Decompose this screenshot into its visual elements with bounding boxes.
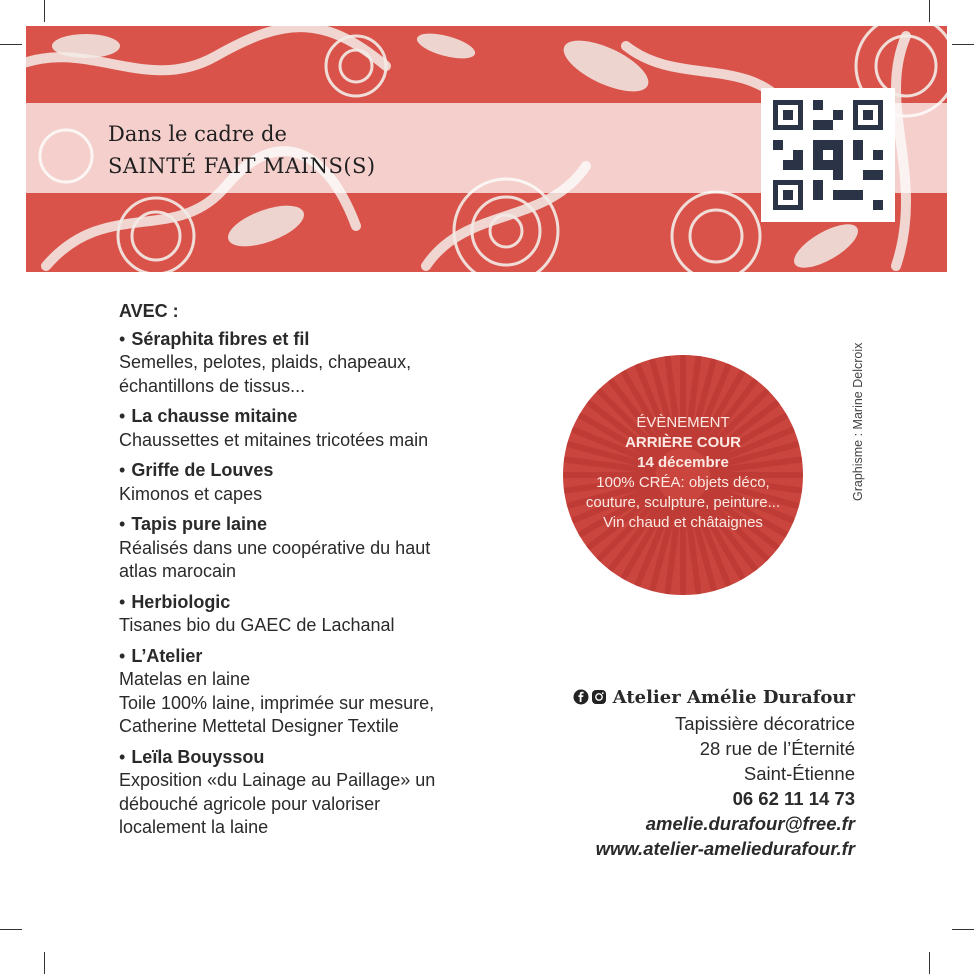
contact-block <box>573 684 855 861</box>
exhibitor-name: • Leïla Bouyssou <box>119 746 265 767</box>
city: Saint-Étienne <box>743 762 855 784</box>
exhibitor-list <box>119 300 519 847</box>
event-badge <box>563 355 803 595</box>
exhibitor-desc: Exposition «du Lainage au Paillage» un <box>119 770 436 790</box>
exhibitor-desc: localement la laine <box>119 817 269 837</box>
exhibitor-desc: Matelas en laine <box>119 669 251 689</box>
phone-number[interactable]: 06 62 11 14 73 <box>732 787 855 809</box>
list-item <box>119 591 519 638</box>
exhibitor-desc: Chaussettes et mitaines tricotées main <box>119 429 429 450</box>
crop-mark <box>44 952 45 974</box>
list-item <box>119 746 519 840</box>
qr-code-icon <box>773 100 883 210</box>
exhibitor-name: • Herbiologic <box>119 591 231 612</box>
list-item <box>119 328 519 399</box>
exhibitor-desc: Toile 100% laine, imprimée sur mesure, <box>119 692 435 713</box>
website-link[interactable]: www.atelier-ameliedurafour.fr <box>595 837 855 859</box>
crop-mark <box>952 929 974 930</box>
exhibitor-desc: atlas marocain <box>119 561 237 581</box>
list-item <box>119 459 519 506</box>
crop-mark <box>44 0 45 22</box>
lace-banner <box>26 26 947 272</box>
crop-mark <box>952 44 974 45</box>
list-heading: AVEC : <box>119 301 179 321</box>
design-credit: Graphisme : Marine Delcroix <box>851 342 865 501</box>
exhibitor-desc: Catherine Mettetal Designer Textile <box>119 716 399 736</box>
qr-code[interactable] <box>761 88 895 222</box>
business-role: Tapissière décoratrice <box>675 712 855 734</box>
event-desc: couture, sculpture, peinture... <box>585 494 781 511</box>
exhibitor-desc: Semelles, pelotes, plaids, chapeaux, <box>119 352 412 372</box>
exhibitor-name: • L’Atelier <box>119 645 203 666</box>
exhibitor-desc: débouché agricole pour valoriser <box>119 793 381 814</box>
exhibitor-desc: Réalisés dans une coopérative du haut <box>119 537 431 558</box>
event-name: ARRIÈRE COUR <box>625 434 741 451</box>
social-icons <box>573 686 607 711</box>
address: 28 rue de l’Éternité <box>699 737 855 759</box>
banner-intro: Dans le cadre de <box>108 122 287 146</box>
crop-mark <box>929 0 930 22</box>
exhibitor-name: • La chausse mitaine <box>119 406 298 426</box>
exhibitor-desc: échantillons de tissus... <box>119 375 306 396</box>
list-item <box>119 645 519 739</box>
exhibitor-name: • Griffe de Louves <box>119 460 274 480</box>
list-item <box>119 405 519 452</box>
exhibitor-name: • Tapis pure laine <box>119 514 268 534</box>
exhibitor-desc: Kimonos et capes <box>119 483 263 504</box>
email-link[interactable]: amelie.durafour@free.fr <box>645 812 855 834</box>
event-desc: 100% CRÉA: objets déco, <box>596 474 770 491</box>
facebook-icon <box>573 689 588 704</box>
event-date: 14 décembre <box>637 454 729 471</box>
business-name: Atelier Amélie Durafour <box>612 687 855 708</box>
event-desc: Vin chaud et châtaignes <box>603 514 763 531</box>
banner-title: SAINTÉ FAIT MAINS(S) <box>108 154 376 178</box>
event-label: ÉVÈNEMENT <box>636 414 730 431</box>
exhibitor-desc: Tisanes bio du GAEC de Lachanal <box>119 615 395 635</box>
crop-mark <box>0 929 22 930</box>
instagram-icon <box>592 690 606 704</box>
exhibitor-name: • Séraphita fibres et fil <box>119 328 310 349</box>
crop-mark <box>0 44 22 45</box>
crop-mark <box>929 952 930 974</box>
list-item <box>119 513 519 584</box>
